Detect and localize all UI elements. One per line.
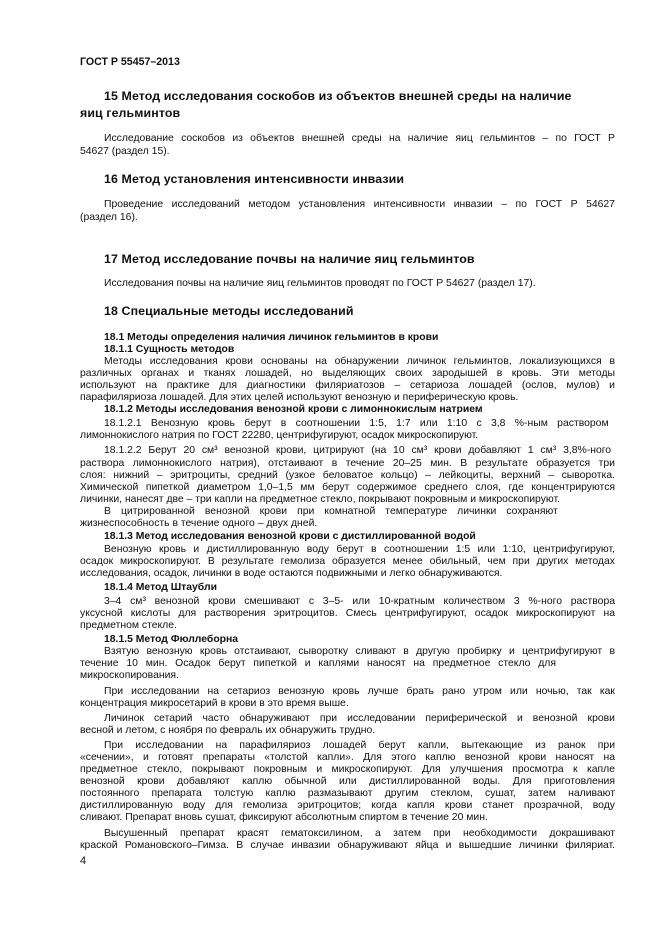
body-line: исследования, осадок, личинки в воде остаются подвижными и легко обнаруживаются.: [80, 568, 503, 579]
section-15-heading-line2: яиц гельминтов: [80, 106, 181, 120]
body-line: Венозную кровь и дистиллированную воду берут в соотношении 1:5 или 1:10, центрифугируют,: [104, 544, 615, 555]
subsection-18-1-3-heading: 18.1.3 Метод исследования венозной крови с дистиллированной водой: [104, 531, 476, 542]
body-line: При исследовании на сетариоз венозную кровь лучше брать рано утром или ночью, так как: [104, 686, 615, 697]
subsection-18-1-heading: 18.1 Методы определения наличия личинок гельминтов в крови: [104, 332, 439, 343]
body-line: При исследовании на парафиляриоз лошадей берут капли, вытекающие из ранок при: [104, 740, 615, 751]
section-16-heading: 16 Метод установления интенсивности инвазии: [104, 172, 405, 186]
body-line: «сечении», и готовят препараты «толстой капли». Для этого каплю венозной крови наносят на: [80, 752, 616, 763]
body-line: жизнеспособность в течение одного – двух дней.: [80, 518, 318, 529]
body-line: 18.1.2.1 Венозную кровь берут в соотношении 1:5, 1:7 или 1:10 с 3,8 %-ным раствором: [104, 418, 609, 429]
body-line: весной и летом, с ноября по февраль их обнаружить трудно.: [80, 725, 376, 736]
body-line: уксусной кислоты для растворения эритроцитов. Смесь центрифугируют, осадок микроскопируют на: [80, 608, 615, 619]
section-15-text-line1: Исследование соскобов из объектов внешней среды на наличие яиц гельминтов – по ГОСТ Р: [104, 133, 615, 144]
body-line: осадок микроскопируют. В результате гемолиза образуется менее обильный, чем при других методах: [80, 556, 615, 567]
body-line: лимоннокислого натрия по ГОСТ 22280, центрифугируют, осадок микроскопируют.: [80, 430, 479, 441]
body-line: раствора лимоннокислого натрия), отстаивают в течение 20–25 мин. В результате образуется три: [80, 458, 615, 469]
subsection-18-1-2-heading: 18.1.2 Методы исследования венозной крови с лимоннокислым натрием: [104, 404, 483, 415]
section-18-heading: 18 Специальные методы исследований: [104, 304, 354, 318]
body-line: концентрация микросетарий в крови в это время выше.: [80, 698, 349, 709]
section-16-text-line1: Проведение исследований методом установления интенсивности инвазии – по ГОСТ Р 54627: [104, 199, 615, 210]
body-line: личинки, нанесят две – три капли на предметное стекло, покрывают покровным и микроскопируют.: [80, 494, 560, 505]
body-line: сливают. Препарат вновь сушат, фиксируют абсолютным спиртом в течение 20 мин.: [80, 812, 488, 823]
section-17-text-line1: Исследования почвы на наличие яиц гельминтов проводят по ГОСТ Р 54627 (раздел 17).: [104, 278, 536, 289]
subsection-18-1-1-heading: 18.1.1 Сущность методов: [104, 344, 235, 355]
body-line: Взятую венозную кровь отстаивают, сыворотку сливают в другую пробирку и центрифугируют в: [104, 646, 615, 657]
section-17-heading: 17 Метод исследование почвы на наличие яиц гельминтов: [104, 252, 475, 266]
subsection-18-1-4-heading: 18.1.4 Метод Штаубли: [104, 582, 217, 593]
body-line: течение 10 мин. Осадок берут пипеткой и каплями наносят на предметное стекло для: [80, 658, 556, 669]
body-line: Высушенный препарат красят гематоксилином, а затем при необходимости докрашивают: [104, 828, 616, 839]
body-line: предметном стекле.: [80, 620, 177, 631]
body-line: различных органах и тканях лошадей, но выделяющих своих зародышей в кровь. Эти методы: [80, 368, 616, 379]
body-line: микроскопирования.: [80, 670, 179, 681]
body-line: 18.1.2.2 Берут 20 см³ венозной крови, цитрируют (на 10 см³ крови добавляют 1 см³ 3,8%-ного: [104, 445, 612, 456]
subsection-18-1-5-heading: 18.1.5 Метод Фюллеборна: [104, 634, 239, 645]
page-number: 4: [80, 855, 87, 867]
body-line: В цитрированной венозной крови при комнатной температуре личинки сохраняют: [104, 506, 558, 517]
body-line: слоя: нижний – эритроциты, средний (узкое беловатое кольцо) – лейкоциты, верхний – сыворотка.: [80, 470, 615, 481]
body-line: Личинок сетарий часто обнаруживают при исследовании периферической и венозной крови: [104, 713, 615, 724]
document-header-id: ГОСТ Р 55457–2013: [80, 56, 180, 68]
body-line: предметное стекло, покрывают покровным и микроскопируют. Для улучшения просмотра к капле: [80, 764, 615, 775]
body-line: краской Романовского–Гимза. В случае инвазии обнаруживают яйца и вышедшие личинки филяриат.: [80, 840, 616, 851]
section-15-text-line2: 54627 (раздел 15).: [80, 146, 170, 157]
body-line: Методы исследования крови основаны на обнаружении личинок гельминтов, локализующихся в: [104, 356, 615, 367]
body-line: постоянного препарата толстую каплю размазывают другим стеклом, сушат, затем наливают: [80, 788, 616, 799]
body-line: 3–4 см³ венозной крови смешивают с 3–5- или 10-кратным количеством 3 %-ного раствора: [104, 596, 615, 607]
section-16-text-line2: (раздел 16).: [80, 212, 138, 223]
section-15-heading-line1: 15 Метод исследования соскобов из объектов внешней среды на наличие: [104, 89, 572, 103]
body-line: парафиляриоза лошадей. Для этих целей используют венозную и периферическую кровь.: [80, 392, 519, 403]
body-line: дистиллированную воду для гемолиза эритроцитов; когда капля крови станет прозрачной, воду: [80, 800, 615, 811]
body-line: венозной крови добавляют каплю обычной или дистиллированной воды. Для приготовления: [80, 776, 615, 787]
body-line: Химической пипеткой диаметром 1,0–1,5 мм берут содержимое среднего слоя, где концентрируются: [80, 482, 616, 493]
body-line: используют на практике для диагностики филяриатозов – сетариоза лошадей (ослов, мулов) и: [80, 380, 615, 391]
